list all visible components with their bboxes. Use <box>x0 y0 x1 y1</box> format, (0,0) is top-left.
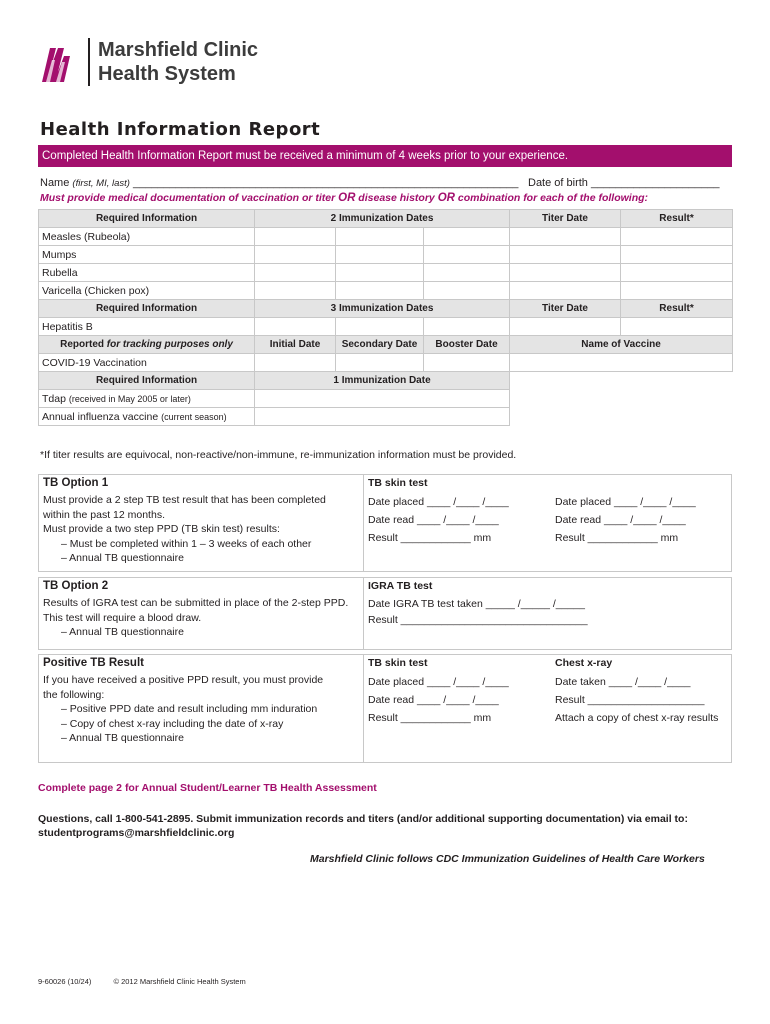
form-code: 9-60026 (10/24) <box>38 977 92 986</box>
reported-italic: for tracking purposes only <box>106 339 233 350</box>
table-row <box>39 408 733 426</box>
result-cell[interactable] <box>621 264 733 282</box>
xray-title: Chest x-ray <box>555 657 613 669</box>
titer-cell[interactable] <box>510 318 621 336</box>
row-label: Rubella <box>39 264 255 282</box>
logo-text-line2: Health System <box>98 63 236 85</box>
tb3-line: the following: <box>43 688 105 701</box>
tb1-skin-title: TB skin test <box>368 477 428 489</box>
igra-title: IGRA TB test <box>368 580 433 592</box>
table-row <box>39 228 733 246</box>
or-emphasis: OR <box>437 192 455 204</box>
xray-date-field[interactable]: Date taken ____ /____ /____ <box>555 676 691 688</box>
titer-cell[interactable] <box>510 282 621 300</box>
header-result: Result* <box>621 210 733 228</box>
row-label: Measles (Rubeola) <box>39 228 255 246</box>
date-cell[interactable] <box>255 246 336 264</box>
tdap-label: Tdap <box>42 392 66 405</box>
result-field[interactable]: Result ____________ mm <box>555 532 679 544</box>
table-row <box>39 246 733 264</box>
date-cell[interactable] <box>336 282 424 300</box>
dob-label: Date of birth <box>528 177 588 189</box>
page-title: Health Information Report <box>40 119 321 140</box>
date-cell[interactable] <box>336 264 424 282</box>
tb3-skin-test <box>364 655 554 762</box>
name-field[interactable]: _______________________________________________________________ <box>133 177 519 189</box>
tb3-line: – Positive PPD date and result including mm induration <box>61 703 318 715</box>
tb3-chest-xray <box>551 655 731 762</box>
copyright: © 2012 Marshfield Clinic Health System <box>113 977 246 986</box>
name-row <box>40 177 730 191</box>
tb1-line: – Must be completed within 1 – 3 weeks of each other <box>61 537 312 550</box>
tb1-skin-test-2 <box>551 475 731 571</box>
tb3-line: – Copy of chest x-ray including the date of x-ray <box>61 717 284 730</box>
tb3-line: – Annual TB questionnaire <box>61 732 184 744</box>
table-row <box>39 282 733 300</box>
header-required: Required Information <box>39 210 255 228</box>
xray-attach-note: Attach a copy of chest x-ray results <box>555 712 719 724</box>
contact-email[interactable]: studentprograms@marshfieldclinic.org <box>38 827 235 839</box>
tb3-instructions <box>39 655 364 762</box>
header-vaccine: Name of Vaccine <box>510 336 733 354</box>
flu-label: Annual influenza vaccine <box>42 410 159 423</box>
instruction-part: combination for each of the following: <box>454 192 649 204</box>
tb2-line: This test will require a blood draw. <box>43 611 202 624</box>
date-cell[interactable] <box>424 264 510 282</box>
logo-text-line1: Marshfield Clinic <box>98 39 259 61</box>
tb-option-1-box <box>38 474 732 572</box>
table-row <box>39 264 733 282</box>
header-required: Required Information <box>39 300 255 318</box>
instruction-part: Must provide medical documentation of vaccination or titer <box>40 192 339 204</box>
empty-cell <box>510 372 733 390</box>
row-label <box>39 408 255 426</box>
table-header-row <box>39 210 733 228</box>
tb1-skin-test-1 <box>364 475 554 571</box>
or-emphasis: OR <box>338 192 356 204</box>
date-cell[interactable] <box>424 354 510 372</box>
header-required: Required Information <box>39 372 255 390</box>
tdap-note: (received in May 2005 or later) <box>68 393 191 404</box>
date-placed-field[interactable]: Date placed ____ /____ /____ <box>555 496 696 508</box>
row-label: Hepatitis B <box>39 318 255 336</box>
date-cell[interactable] <box>424 228 510 246</box>
header-reported <box>39 336 255 354</box>
result-cell[interactable] <box>621 246 733 264</box>
titer-cell[interactable] <box>510 246 621 264</box>
result-cell[interactable] <box>621 228 733 246</box>
igra-result-field[interactable]: Result ________________________________ <box>368 614 588 626</box>
date-cell[interactable] <box>255 354 336 372</box>
date-cell[interactable] <box>336 318 424 336</box>
tb1-line: within the past 12 months. <box>43 508 165 521</box>
date-cell[interactable] <box>255 390 510 408</box>
date-cell[interactable] <box>336 228 424 246</box>
header-initial: Initial Date <box>255 336 336 354</box>
date-read-field[interactable]: Date read ____ /____ /____ <box>555 514 686 526</box>
empty-cell <box>510 390 733 408</box>
date-read-field[interactable]: Date read ____ /____ /____ <box>368 514 499 526</box>
marshfield-logo-icon <box>38 42 78 84</box>
tb3-line: If you have received a positive PPD result, you must provide <box>43 674 324 686</box>
date-cell[interactable] <box>255 228 336 246</box>
header-result: Result* <box>621 300 733 318</box>
table-header-row <box>39 336 733 354</box>
tb2-line: Results of IGRA test can be submitted in place of the 2-step PPD. <box>43 597 349 609</box>
tb1-title: TB Option 1 <box>43 477 109 489</box>
date-cell[interactable] <box>255 318 336 336</box>
deadline-banner: Completed Health Information Report must be received a minimum of 4 weeks prior to your experience. <box>38 145 732 167</box>
table-header-row <box>39 372 733 390</box>
table-row <box>39 318 733 336</box>
logo-divider <box>88 38 90 86</box>
header-titer: Titer Date <box>510 210 621 228</box>
titer-note: *If titer results are equivocal, non-reactive/non-immune, re-immunization information must be provided. <box>40 449 517 461</box>
date-cell[interactable] <box>255 408 510 426</box>
contact-line: Questions, call 1-800-541-2895. Submit immunization records and titers (and/or additional supporting documentation) via email to: <box>38 813 688 825</box>
tb3-title: Positive TB Result <box>43 657 144 669</box>
instruction-part: disease history <box>355 192 438 204</box>
header-secondary: Secondary Date <box>336 336 424 354</box>
tb1-instructions <box>39 475 364 571</box>
positive-tb-box <box>38 654 732 763</box>
header-booster: Booster Date <box>424 336 510 354</box>
date-cell[interactable] <box>255 264 336 282</box>
tb2-title: TB Option 2 <box>43 580 109 592</box>
reported-label: Reported <box>60 339 107 350</box>
date-cell[interactable] <box>424 282 510 300</box>
empty-cell <box>510 408 733 426</box>
igra-date-field[interactable]: Date IGRA TB test taken _____ /_____ /_____ <box>368 598 585 610</box>
date-cell[interactable] <box>336 246 424 264</box>
tb3-skin-title: TB skin test <box>368 657 428 669</box>
row-label <box>39 390 255 408</box>
date-placed-field[interactable]: Date placed ____ /____ /____ <box>368 496 509 508</box>
cdc-guidelines-note: Marshfield Clinic follows CDC Immunization Guidelines of Health Care Workers <box>310 853 705 865</box>
row-label: Varicella (Chicken pox) <box>39 282 255 300</box>
titer-cell[interactable] <box>510 228 621 246</box>
tb1-line: – Annual TB questionnaire <box>61 552 184 564</box>
table-row <box>39 390 733 408</box>
tb2-instructions <box>39 578 364 649</box>
header-dates: 3 Immunization Dates <box>255 300 510 318</box>
tb2-igra <box>364 578 733 649</box>
tb2-line: – Annual TB questionnaire <box>61 626 184 638</box>
result-field[interactable]: Result ____________ mm <box>368 712 492 724</box>
row-label: Mumps <box>39 246 255 264</box>
header-dates: 2 Immunization Dates <box>255 210 510 228</box>
name-label: Name <box>40 177 70 189</box>
tb-option-2-box <box>38 577 732 650</box>
row-label: COVID-19 Vaccination <box>39 354 255 372</box>
titer-cell[interactable] <box>510 264 621 282</box>
date-cell[interactable] <box>255 282 336 300</box>
result-cell[interactable] <box>621 282 733 300</box>
immunization-table <box>38 209 733 426</box>
xray-result-field[interactable]: Result ____________________ <box>555 694 705 706</box>
vaccine-cell[interactable] <box>510 354 733 372</box>
date-read-field[interactable]: Date read ____ /____ /____ <box>368 694 499 706</box>
tb1-line: Must provide a 2 step TB test result that has been completed <box>43 494 326 506</box>
footer <box>38 977 266 986</box>
documentation-instruction <box>40 192 648 204</box>
date-cell[interactable] <box>424 246 510 264</box>
tb1-line: Must provide a two step PPD (TB skin test) results: <box>43 523 280 535</box>
name-hint: (first, MI, last) <box>72 178 130 189</box>
dob-field[interactable]: _____________________ <box>590 177 720 189</box>
contact-info <box>38 812 738 840</box>
result-cell[interactable] <box>621 318 733 336</box>
table-header-row <box>39 300 733 318</box>
flu-note: (current season) <box>161 411 227 422</box>
header-dates: 1 Immunization Date <box>255 372 510 390</box>
date-cell[interactable] <box>424 318 510 336</box>
result-field[interactable]: Result ____________ mm <box>368 532 492 544</box>
date-placed-field[interactable]: Date placed ____ /____ /____ <box>368 676 509 688</box>
page2-notice: Complete page 2 for Annual Student/Learner TB Health Assessment <box>38 782 377 794</box>
header-titer: Titer Date <box>510 300 621 318</box>
date-cell[interactable] <box>336 354 424 372</box>
table-row <box>39 354 733 372</box>
